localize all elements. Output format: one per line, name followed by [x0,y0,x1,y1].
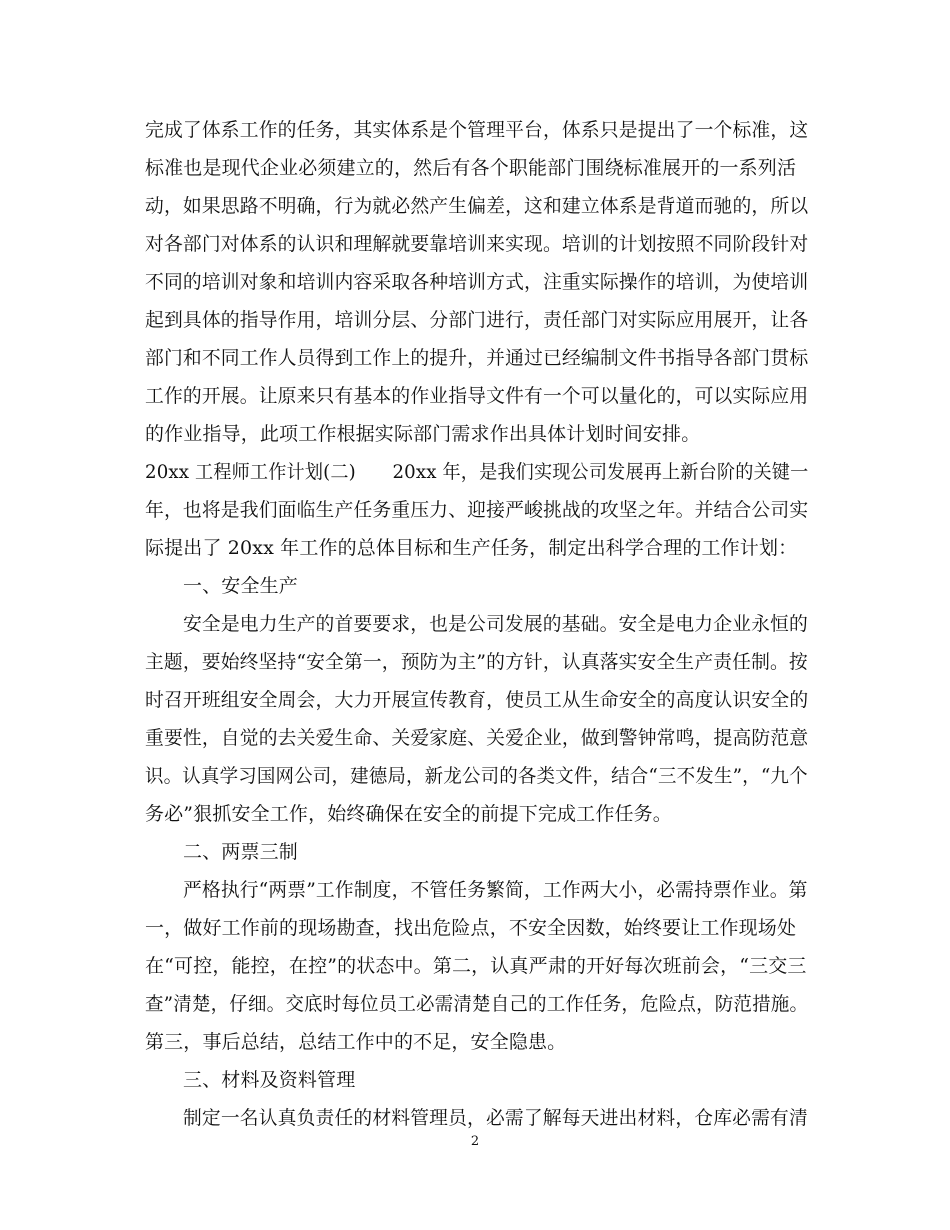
body-line: 制定一名认真负责任的材料管理员，必需了解每天进出材料，仓库必需有清 [183,1107,808,1129]
heading-materials: 三、材料及资料管理 [183,1069,356,1091]
body-line: 时召开班组安全周会，大力开展宣传教育，使员工从生命安全的高度认识安全的 [145,689,809,711]
body-line: 的作业指导，此项工作根据实际部门需求作出具体计划时间安排。 [145,423,701,445]
page-number: 2 [470,1134,480,1149]
section-title-line: 20xx 工程师工作计划(二) 20xx 年，是我们实现公司发展再上新台阶的关键一 [145,461,809,483]
body-line: 在“可控，能控，在控”的状态中。第二，认真严肃的开好每次班前会，“三交三 [145,955,807,977]
body-line: 第三，事后总结，总结工作中的不足，安全隐患。 [145,1031,567,1053]
body-line: 不同的培训对象和培训内容采取各种培训方式，注重实际操作的培训，为使培训 [145,271,809,293]
body-line: 起到具体的指导作用，培训分层、分部门进行，责任部门对实际应用展开，让各 [145,309,809,331]
body-line: 完成了体系工作的任务，其实体系是个管理平台，体系只是提出了一个标准，这 [145,119,809,141]
body-line: 年，也将是我们面临生产任务重压力、迎接严峻挑战的攻坚之年。并结合公司实 [145,499,809,521]
body-line: 查”清楚，仔细。交底时每位员工必需清楚自己的工作任务，危险点，防范措施。 [145,993,809,1015]
body-line: 识。认真学习国网公司，建德局，新龙公司的各类文件，结合“三不发生”，“九个 [145,765,808,787]
body-line: 严格执行“两票”工作制度，不管任务繁简，工作两大小，必需持票作业。第 [183,879,808,901]
body-line: 动，如果思路不明确，行为就必然产生偏差，这和建立体系是背道而驰的，所以 [145,195,809,217]
body-line: 务必”狠抓安全工作，始终确保在安全的前提下完成工作任务。 [145,803,672,825]
heading-two-tickets: 二、两票三制 [183,841,298,863]
body-line: 部门和不同工作人员得到工作上的提升，并通过已经编制文件书指导各部门贯标 [145,347,809,369]
heading-safety: 一、安全生产 [183,575,298,597]
body-line: 安全是电力生产的首要要求，也是公司发展的基础。安全是电力企业永恒的 [183,613,808,635]
body-line: 对各部门对体系的认识和理解就要靠培训来实现。培训的计划按照不同阶段针对 [145,233,809,255]
body-line: 一，做好工作前的现场勘查，找出危险点，不安全因数，始终要让工作现场处 [145,917,797,939]
body-line: 重要性，自觉的去关爱生命、关爱家庭、关爱企业，做到警钟常鸣，提高防范意 [145,727,809,749]
body-line: 标准也是现代企业必须建立的，然后有各个职能部门围绕标准展开的一系列活 [145,157,797,179]
body-line: 际提出了 20xx 年工作的总体目标和生产任务，制定出科学合理的工作计划： [145,537,798,559]
body-line: 工作的开展。让原来只有基本的作业指导文件有一个可以量化的，可以实际应用 [145,385,809,407]
body-line: 主题，要始终坚持“安全第一，预防为主”的方针，认真落实安全生产责任制。按 [145,651,808,673]
